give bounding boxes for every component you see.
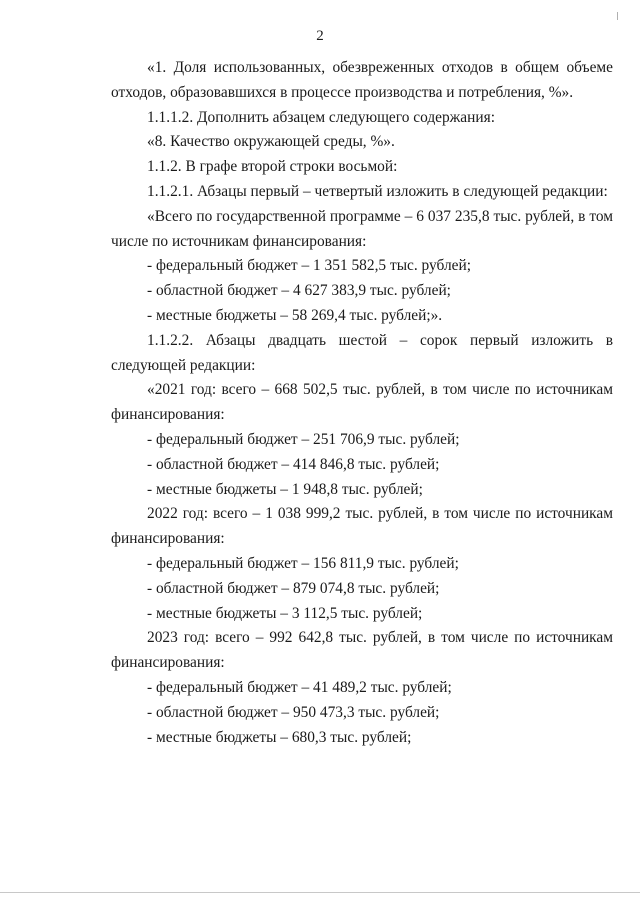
list-item-local-total: - местные бюджеты – 58 269,4 тыс. рублей;». xyxy=(147,306,443,324)
paragraph-program-total: «Всего по государственной программе – 6 037 235,8 тыс. рублей, в том числе по источникам финансирования: xyxy=(111,207,613,250)
list-item-federal-2021: - федеральный бюджет – 251 706,9 тыс. рублей; xyxy=(147,430,460,448)
scan-bottom-rule xyxy=(0,892,640,893)
list-item-federal-2023: - федеральный бюджет – 41 489,2 тыс. рублей; xyxy=(147,678,452,696)
paragraph-amend-1-1-2-1: 1.1.2.1. Абзацы первый – четвертый изложить в следующей редакции: xyxy=(147,182,608,200)
paragraph-indicator-8: «8. Качество окружающей среды, %». xyxy=(147,133,395,151)
paragraph-year-2023: 2023 год: всего – 992 642,8 тыс. рублей, в том числе по источникам финансирования: xyxy=(111,629,613,672)
paragraph-year-2022: 2022 год: всего – 1 038 999,2 тыс. рублей, в том числе по источникам финансирования: xyxy=(111,505,613,548)
list-item-local-2023: - местные бюджеты – 680,3 тыс. рублей; xyxy=(147,728,412,746)
paragraph-amend-1-1-1-2: 1.1.1.2. Дополнить абзацем следующего содержания: xyxy=(147,108,495,126)
page-number: 2 xyxy=(316,28,324,44)
paragraph-amend-1-1-2-2: 1.1.2.2. Абзацы двадцать шестой – сорок первый изложить в следующей редакции: xyxy=(111,331,613,374)
paragraph-indicator-1: «1. Доля использованных, обезвреженных отходов в общем объеме отходов, образовавшихся в процессе производства и потребления, %». xyxy=(111,59,613,101)
list-item-regional-2021: - областной бюджет – 414 846,8 тыс. рублей; xyxy=(147,455,440,473)
list-item-regional-2023: - областной бюджет – 950 473,3 тыс. рублей; xyxy=(147,703,440,721)
list-item-local-2022: - местные бюджеты – 3 112,5 тыс. рублей; xyxy=(147,604,423,622)
list-item-local-2021: - местные бюджеты – 1 948,8 тыс. рублей; xyxy=(147,480,423,498)
list-item-federal-total: - федеральный бюджет – 1 351 582,5 тыс. рублей; xyxy=(147,257,472,275)
paragraph-year-2021: «2021 год: всего – 668 502,5 тыс. рублей, в том числе по источникам финансирования: xyxy=(111,381,613,424)
document-body xyxy=(111,56,613,750)
list-item-regional-2022: - областной бюджет – 879 074,8 тыс. рублей; xyxy=(147,579,440,597)
paragraph-amend-1-1-2: 1.1.2. В графе второй строки восьмой: xyxy=(147,158,398,176)
list-item-federal-2022: - федеральный бюджет – 156 811,9 тыс. рублей; xyxy=(147,554,459,572)
scan-corner-mark xyxy=(617,12,618,20)
list-item-regional-total: - областной бюджет – 4 627 383,9 тыс. рублей; xyxy=(147,282,451,300)
